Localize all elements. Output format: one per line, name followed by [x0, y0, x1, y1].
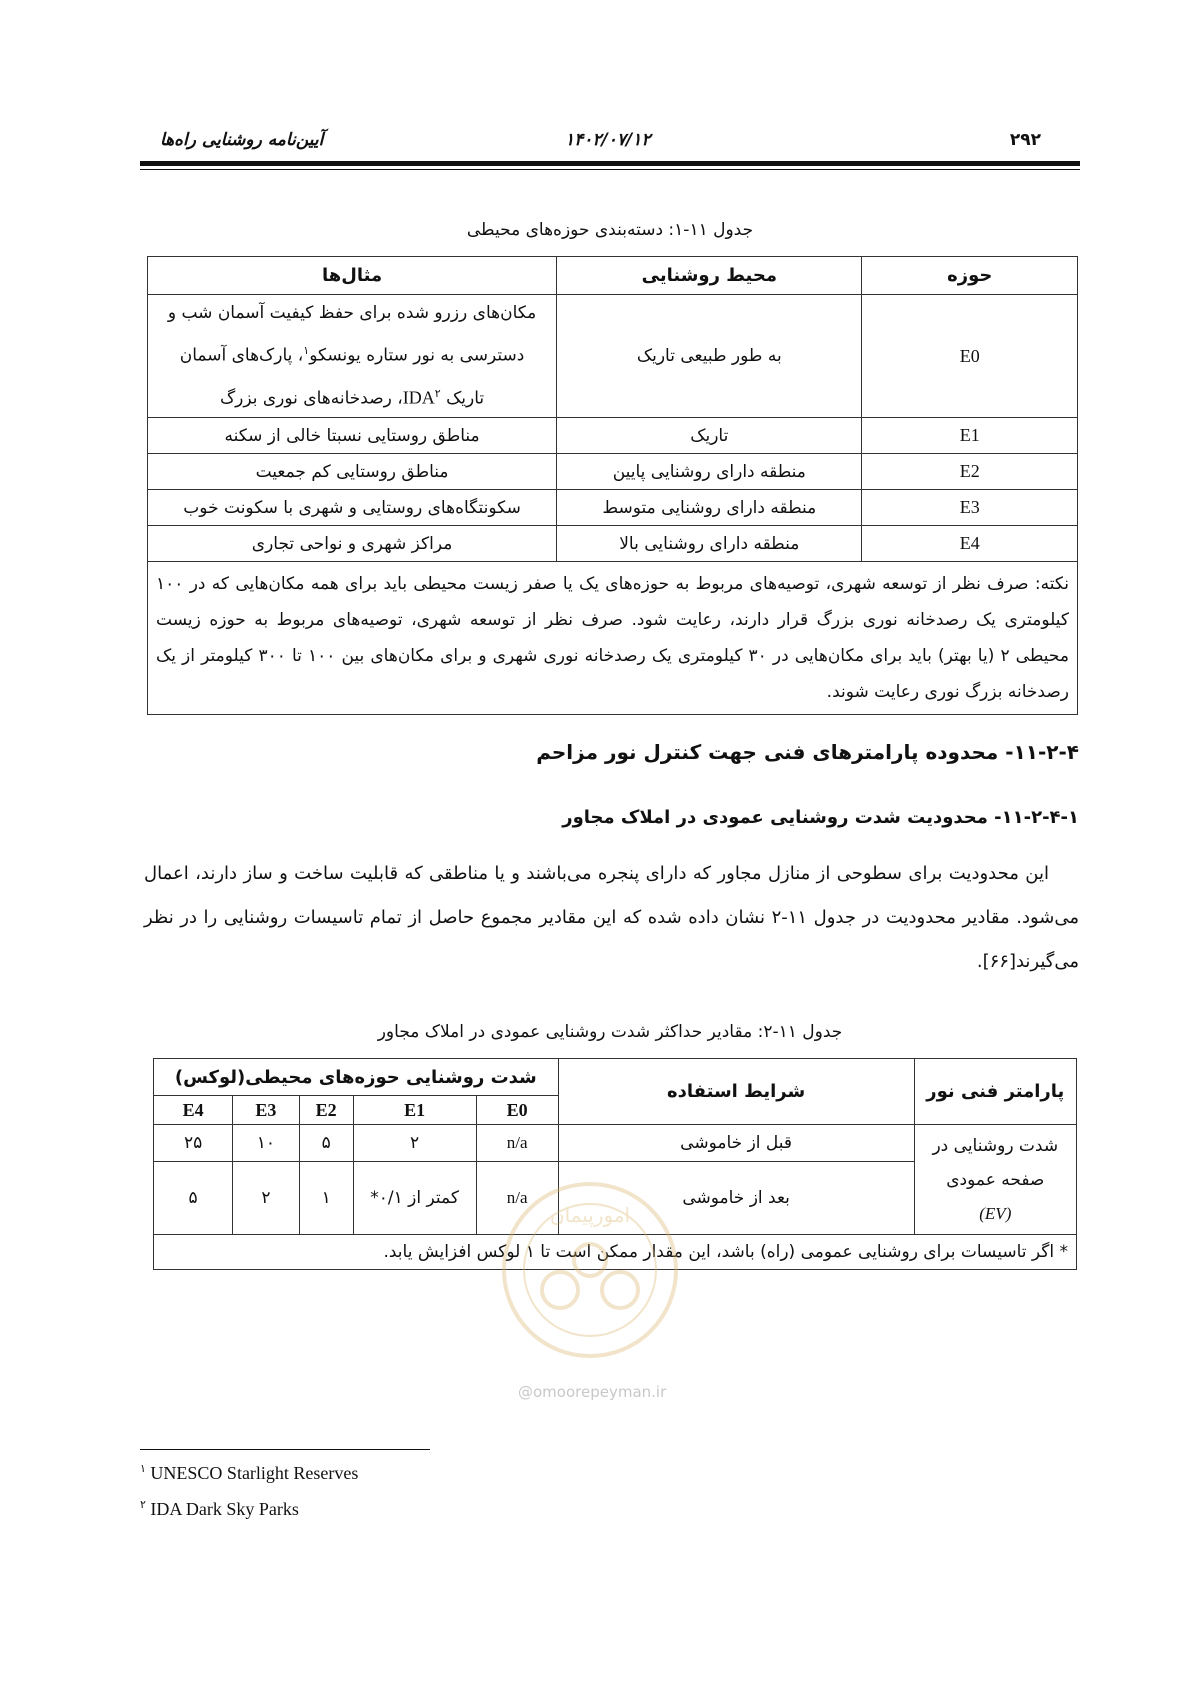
parameter-line: صفحه عمودی: [946, 1169, 1045, 1190]
value-cell: ۲: [233, 1162, 300, 1235]
table1-note: نکته: صرف نظر از توسعه شهری، توصیه‌های مربوط به حوزه‌های یک یا صفر زیست محیطی باید برای همه مکان‌هایی که در ۱۰۰ کیلومتری یک رصدخانه نوری بزرگ قرار دارند، رعایت شود. صرف نظر از توسعه شهری، توصیه‌های مربوط به حوزه زیست محیطی ۲ (یا بهتر) باید برای مکان‌هایی در ۳۰ کیلومتری یک رصدخانه نوری شهری و برای مکان‌های بین ۱۰۰ تا ۳۰۰ کیلومتر از یک رصدخانه بزرگ نوری رعایت شوند.: [148, 562, 1078, 715]
table1-caption: جدول ۱۱-۱: دسته‌بندی حوزه‌های محیطی: [466, 220, 754, 240]
examples-cell: سکونتگاه‌های روستایی و شهری با سکونت خوب: [148, 490, 557, 526]
table1-header-row: [148, 257, 1078, 295]
examples-line: مکان‌های رزرو شده برای حفظ کیفیت آسمان شب و: [167, 303, 537, 323]
subsection-heading: ۱۱-۲-۴-۱- محدودیت شدت روشنایی عمودی در املاک مجاور: [562, 807, 1079, 828]
table-row: [148, 418, 1078, 454]
header-date: ۱۴۰۲/۰۷/۱۲: [565, 130, 651, 150]
value-cell: n/a: [476, 1162, 558, 1235]
table-row: [148, 526, 1078, 562]
footnote-rule: [140, 1449, 430, 1450]
table-row: [148, 454, 1078, 490]
value-cell: n/a: [476, 1125, 558, 1162]
page-number: ۲۹۲: [1009, 130, 1041, 150]
table2-header-row: [154, 1059, 1077, 1096]
footnote-ref: ۲: [434, 386, 441, 400]
zone-header-e2: E2: [299, 1096, 353, 1125]
examples-cell: مناطق روستایی نسبتا خالی از سکنه: [148, 418, 557, 454]
examples-line: [148, 375, 556, 418]
examples-cell: مناطق روستایی کم جمعیت: [148, 454, 557, 490]
footnote-1: [140, 1462, 358, 1484]
environment-cell: به طور طبیعی تاریک: [557, 295, 862, 418]
watermark-text: @omoorepeyman.ir: [518, 1383, 667, 1401]
header-rule: [140, 161, 1080, 166]
value-cell: ۵: [299, 1125, 353, 1162]
ida-text: IDA: [402, 387, 435, 408]
zone-cell: E4: [862, 526, 1078, 562]
zone-cell: E1: [862, 418, 1078, 454]
footnote-mark: ۲: [140, 1499, 146, 1511]
header-rule-thin: [140, 169, 1080, 170]
table-row: [148, 490, 1078, 526]
table1-header-examples: مثال‌ها: [148, 257, 557, 295]
condition-cell: قبل از خاموشی: [558, 1125, 914, 1162]
zone-header-e1: E1: [353, 1096, 476, 1125]
table2-header-zones-group: شدت روشنایی حوزه‌های محیطی(لوکس): [154, 1059, 559, 1096]
examples-text: تاریک: [440, 388, 485, 409]
examples-text: دسترسی به نور ستاره یونسکو: [309, 345, 525, 366]
table2-header-condition: شرایط استفاده: [558, 1059, 914, 1125]
parameter-cell: [914, 1125, 1076, 1235]
watermark-seal-icon: [500, 1180, 680, 1360]
table1: [147, 256, 1078, 715]
zone-cell: E2: [862, 454, 1078, 490]
footnote-text: UNESCO Starlight Reserves: [150, 1463, 359, 1483]
table2-header-parameter: پارامتر فنی نور: [914, 1059, 1076, 1125]
zone-cell: E0: [862, 295, 1078, 418]
table2-footnote: * اگر تاسیسات برای روشنایی عمومی (راه) باشد، این مقدار ممکن است تا ۱ لوکس افزایش یابد.: [154, 1235, 1077, 1270]
environment-cell: تاریک: [557, 418, 862, 454]
examples-cell: [148, 295, 557, 418]
environment-cell: منطقه دارای روشنایی متوسط: [557, 490, 862, 526]
watermark-seal-text: امورپیمان: [549, 1203, 631, 1227]
parameter-line: شدت روشنایی در: [932, 1135, 1059, 1156]
table1-header-zone: حوزه: [862, 257, 1078, 295]
footnote-ref: ۱: [303, 344, 310, 357]
table1-note-row: [148, 562, 1078, 715]
footnote-2: [140, 1498, 299, 1520]
value-cell: ۵: [154, 1162, 233, 1235]
environment-cell: منطقه دارای روشنایی بالا: [557, 526, 862, 562]
examples-line: [148, 332, 556, 375]
table1-header-environment: محیط روشنایی: [557, 257, 862, 295]
footnote-text: IDA Dark Sky Parks: [150, 1499, 299, 1519]
examples-text: ، رصدخانه‌های نوری بزرگ: [219, 388, 403, 409]
value-cell: کمتر از ۰/۱*: [353, 1162, 476, 1235]
zone-cell: E3: [862, 490, 1078, 526]
examples-text: ، پارک‌های آسمان: [179, 345, 304, 366]
table2-caption: جدول ۱۱-۲: مقادیر حداکثر شدت روشنایی عمودی در املاک مجاور: [377, 1022, 843, 1042]
value-cell: ۱: [299, 1162, 353, 1235]
body-paragraph: [144, 852, 1079, 984]
condition-cell: بعد از خاموشی: [558, 1162, 914, 1235]
parameter-symbol: (EV): [979, 1203, 1012, 1223]
section-heading: ۱۱-۲-۴- محدوده پارامترهای فنی جهت کنترل نور مزاحم: [536, 740, 1079, 764]
table-row: [154, 1125, 1077, 1162]
header-title: آیین‌نامه روشنایی راه‌ها: [160, 130, 324, 150]
value-cell: ۱۰: [233, 1125, 300, 1162]
examples-cell: مراکز شهری و نواحی تجاری: [148, 526, 557, 562]
environment-cell: منطقه دارای روشنایی پایین: [557, 454, 862, 490]
table-row: [148, 295, 1078, 418]
value-cell: ۲: [353, 1125, 476, 1162]
zone-header-e0: E0: [476, 1096, 558, 1125]
value-cell: ۲۵: [154, 1125, 233, 1162]
zone-header-e3: E3: [233, 1096, 300, 1125]
footnote-mark: ۱: [140, 1463, 146, 1475]
zone-header-e4: E4: [154, 1096, 233, 1125]
paragraph-text: این محدودیت برای سطوحی از منازل مجاور که دارای پنجره می‌باشند و یا مناطقی که قابلیت ساخت و ساز دارند، اعمال می‌شود. مقادیر محدودیت در جدول ۱۱-۲ نشان داده شده که این مقادیر مجموع حاصل از تمام تاسیسات روشنایی را در نظر می‌گیرند[۶۶].: [144, 863, 1079, 972]
